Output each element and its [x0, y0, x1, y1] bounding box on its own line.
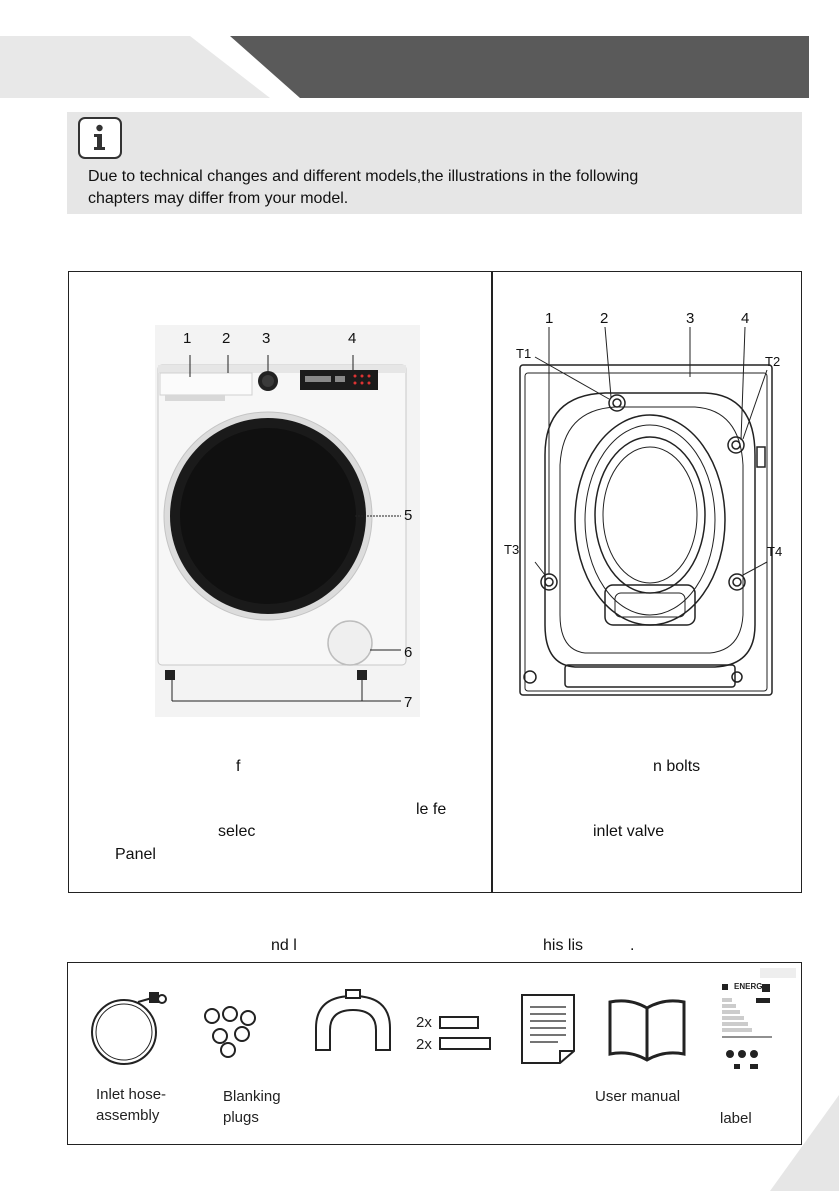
hose-support-icon — [308, 988, 398, 1056]
inlet-hose-label-line-1: Inlet hose- — [96, 1086, 167, 1103]
covers-count-2: 2x — [416, 1036, 432, 1053]
energy-label-text: ENERG — [734, 982, 763, 991]
blanking-plugs-label — [223, 1086, 281, 1128]
front-desc-fragment-1: f — [236, 758, 241, 775]
front-view-illustration — [155, 325, 425, 720]
info-note-line-1: Due to technical changes and different models,the illustrations in the following — [88, 168, 639, 185]
inlet-hose-label — [96, 1084, 166, 1126]
back-desc-fragment-1: n bolts — [653, 758, 701, 775]
info-icon — [78, 117, 122, 159]
front-callout-6: 6 — [404, 644, 413, 661]
back-view-illustration — [505, 305, 800, 705]
front-callout-4: 4 — [348, 330, 357, 347]
front-callout-3: 3 — [262, 330, 271, 347]
front-desc-fragment-2: le fe — [416, 801, 447, 818]
back-callout-1: 1 — [545, 310, 554, 327]
frame-divider — [491, 271, 493, 893]
user-manual-icon — [602, 994, 692, 1064]
accessories-intro-fragment-3: . — [630, 937, 635, 954]
front-callout-5: 5 — [404, 507, 413, 524]
front-desc-fragment-3: selec — [218, 823, 256, 840]
front-desc-fragment-4: Panel — [115, 846, 156, 863]
front-callout-7: 7 — [404, 694, 413, 711]
info-note-line-2: chapters may differ from your model. — [88, 190, 349, 207]
accessories-intro-fragment-1: nd l — [271, 937, 297, 954]
transport-label-t3: T3 — [504, 542, 520, 557]
accessories-intro-fragment-2: his lis — [543, 937, 584, 954]
transport-label-t4: T4 — [767, 544, 783, 559]
covers-count-1: 2x — [416, 1014, 432, 1031]
transport-label-t1: T1 — [516, 346, 532, 361]
inlet-hose-icon — [88, 988, 168, 1070]
header-tab-light — [0, 36, 270, 98]
covers-icon — [438, 1014, 494, 1050]
back-desc-fragment-2: inlet valve — [593, 823, 665, 840]
energy-label-label: label — [720, 1110, 752, 1127]
blanking-plugs-label-line-2: plugs — [223, 1109, 259, 1126]
back-callout-3: 3 — [686, 310, 695, 327]
header-tab-dark — [230, 36, 809, 98]
front-callout-2: 2 — [222, 330, 231, 347]
blanking-plugs-label-line-1: Blanking — [223, 1088, 281, 1105]
blanking-plugs-icon — [198, 1002, 262, 1060]
front-callout-1: 1 — [183, 330, 192, 347]
back-callout-2: 2 — [600, 310, 609, 327]
info-note-text — [88, 166, 788, 210]
document-icon — [518, 993, 578, 1065]
inlet-hose-label-line-2: assembly — [96, 1107, 160, 1124]
transport-label-t2: T2 — [765, 354, 781, 369]
user-manual-label: User manual — [595, 1088, 681, 1105]
back-callout-4: 4 — [741, 310, 750, 327]
